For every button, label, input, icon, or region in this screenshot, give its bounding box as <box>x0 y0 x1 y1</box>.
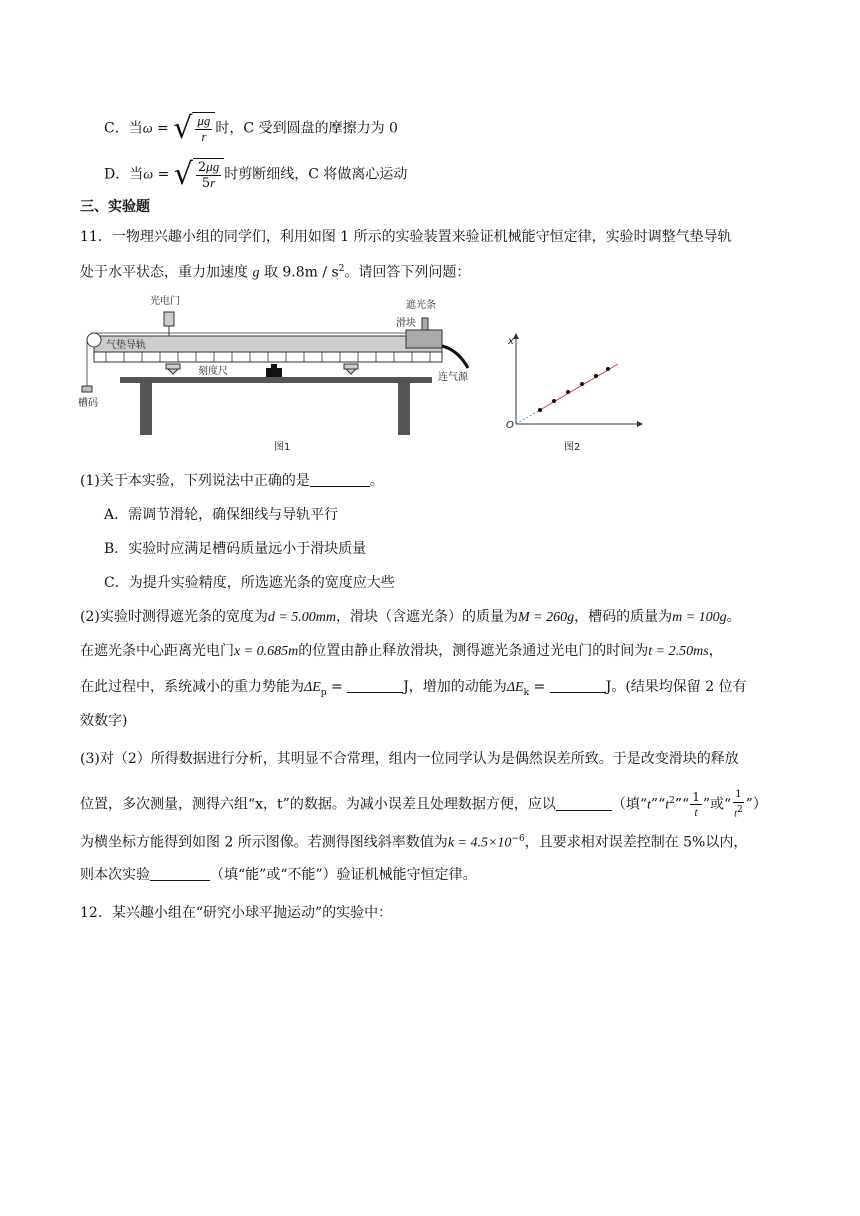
p3-text: （填“能”或“不能”）验证机械能守恒定律。 <box>210 867 477 883</box>
figure-1-caption: 图1 <box>274 442 291 453</box>
part1-text: (1)关于本实验，下列说法中正确的是 <box>80 473 310 489</box>
p1-option-a: A．需调节滑轮，确保细线与导轨平行 <box>104 507 339 523</box>
figure-2-caption: 图2 <box>564 442 581 453</box>
figure-2-graph <box>500 330 650 456</box>
label-slider: 滑块 <box>396 318 416 329</box>
answer-blank[interactable] <box>347 678 403 693</box>
q11-part2-line3: 在此过程中，系统减小的重力势能为$\Delta E_p = J$，增加的动能为$\Delta E_k = J$。(结果均保留 2 位有 <box>80 679 747 698</box>
label-shade-strip: 遮光条 <box>406 300 436 311</box>
origin-label: O <box>506 420 514 431</box>
p1-option-c: C．为提升实验精度，所选遮光条的宽度应大些 <box>104 575 395 591</box>
p2-d: d = 5.00mm <box>267 610 337 625</box>
option-c-label: C．当 <box>104 120 143 137</box>
option-c: C．当ω = √ $\frac{\mu g}{r}$ 时，C 受到圆盘的摩擦力为 0 <box>104 110 398 146</box>
q11-part3-line4 <box>80 864 477 886</box>
q11-intro-line1: 11．一物理兴趣小组的同学们，利用如图 1 所示的实验装置来验证机械能守恒定律，实验时调整气垫导轨 <box>80 229 732 245</box>
q12-intro: 12．某兴趣小组在“研究小球平抛运动”的实验中： <box>80 905 393 921</box>
figure-1-apparatus <box>76 292 486 456</box>
label-light-gate: 光电门 <box>150 296 180 307</box>
p2-text: ，滑块（含遮光条）的质量为 <box>336 609 519 625</box>
p2-M: M = 260g <box>518 610 575 625</box>
q11-part3-line1: (3)对（2）所得数据进行分析，其明显不合常理，组内一位同学认为是偶然误差所致。于是改变滑块的释放 <box>80 751 739 767</box>
answer-blank[interactable] <box>556 796 612 811</box>
intro-text: 。请回答下列问题： <box>344 264 471 281</box>
q11-part3-line3: 为横坐标方能得到如图 2 所示图像。若测得图线斜率数值为$k = 4.5\times 10^{-6}$，且要求相对误差控制在 5%以内， <box>80 834 748 851</box>
answer-blank[interactable] <box>310 472 370 487</box>
p3-text: ，且要求相对误差控制在 5%以内， <box>524 834 748 851</box>
label-air-track: 气垫导轨 <box>106 340 146 351</box>
p2-Ep: ΔE <box>304 680 321 695</box>
answer-blank[interactable] <box>550 678 606 693</box>
label-hook-weight: 槽码 <box>78 398 98 409</box>
option-d-text: 时剪断细线，C 将做离心运动 <box>224 166 408 183</box>
part1-end: 。 <box>369 473 384 489</box>
answer-blank[interactable] <box>150 866 210 881</box>
p1-option-b: B．实验时应满足槽码质量远小于滑块质量 <box>104 541 367 557</box>
p3-text: 为横坐标方能得到如图 2 所示图像。若测得图线斜率数值为 <box>80 834 448 851</box>
option-c-text: 时，C 受到圆盘的摩擦力为 0 <box>215 120 398 137</box>
section-heading: 三、实验题 <box>80 199 150 215</box>
p2-text: J。(结果均保留 2 位有 <box>605 679 747 695</box>
p3-text: （填“ <box>611 796 648 813</box>
label-air-source: 连气源 <box>438 372 468 383</box>
p2-text: 在此过程中，系统减小的重力势能为 <box>80 679 304 695</box>
q11-part1 <box>80 470 384 492</box>
option-d-label: D．当 <box>104 166 144 183</box>
p2-x: x = 0.685m <box>234 644 299 659</box>
p2-text: 在遮光条中心距离光电门 <box>80 643 234 659</box>
y-axis-label: x <box>508 336 514 347</box>
intro-text: 取 9.8m / s <box>259 264 339 281</box>
p3-text: 则本次实验 <box>80 867 150 883</box>
label-ruler: 刻度尺 <box>198 366 228 377</box>
p2-text: J，增加的动能为 <box>403 679 507 695</box>
sqrt-formula: √ $\frac{2\mu g}{5r}$ <box>174 158 224 191</box>
q11-part2-line1: (2)实验时测得遮光条的宽度为d = 5.00mm，滑块（含遮光条）的质量为M = 260g，槽码的质量为m = 100g。 <box>80 609 741 625</box>
intro-text: 处于水平状态，重力加速度 <box>80 264 253 281</box>
p3-text: 位置，多次测量，测得六组“x，t”的数据。为减小误差且处理数据方便，应以 <box>80 796 556 813</box>
sqrt-formula: √ $\frac{\mu g}{r}$ <box>173 112 215 145</box>
q11-part2-line2: 在遮光条中心距离光电门x = 0.685m的位置由静止释放滑块，测得遮光条通过光电门的时间为t = 2.50ms， <box>80 643 723 659</box>
q11-part2-line4: 效数字) <box>80 713 128 729</box>
p2-text: 的位置由静止释放滑块，测得遮光条通过光电门的时间为 <box>298 643 649 659</box>
p2-m: m = 100g <box>672 610 727 625</box>
p3-k: k = 4.5×10 <box>447 835 512 851</box>
p2-Ek: ΔE <box>506 680 524 695</box>
q11-part3-line2: 位置，多次测量，测得六组“x，t”的数据。为减小误差且处理数据方便，应以 （填“$t”“t^2”“$ $\frac{1}{t}$ ”或“ $\frac{1}{t^2}$ ”） <box>80 789 767 820</box>
option-d: D．当ω = √ $\frac{2\mu g}{5r}$ 时剪断细线，C 将做离心运动 <box>104 156 408 192</box>
p2-t: t = 2.50ms <box>648 644 709 659</box>
p2-text: ，槽码的质量为 <box>574 609 673 625</box>
q11-intro-line2: 处于水平状态，重力加速度 g 取 $9.8m / s^2$。请回答下列问题： <box>80 264 471 281</box>
p2-text: (2)实验时测得遮光条的宽度为 <box>80 609 268 625</box>
